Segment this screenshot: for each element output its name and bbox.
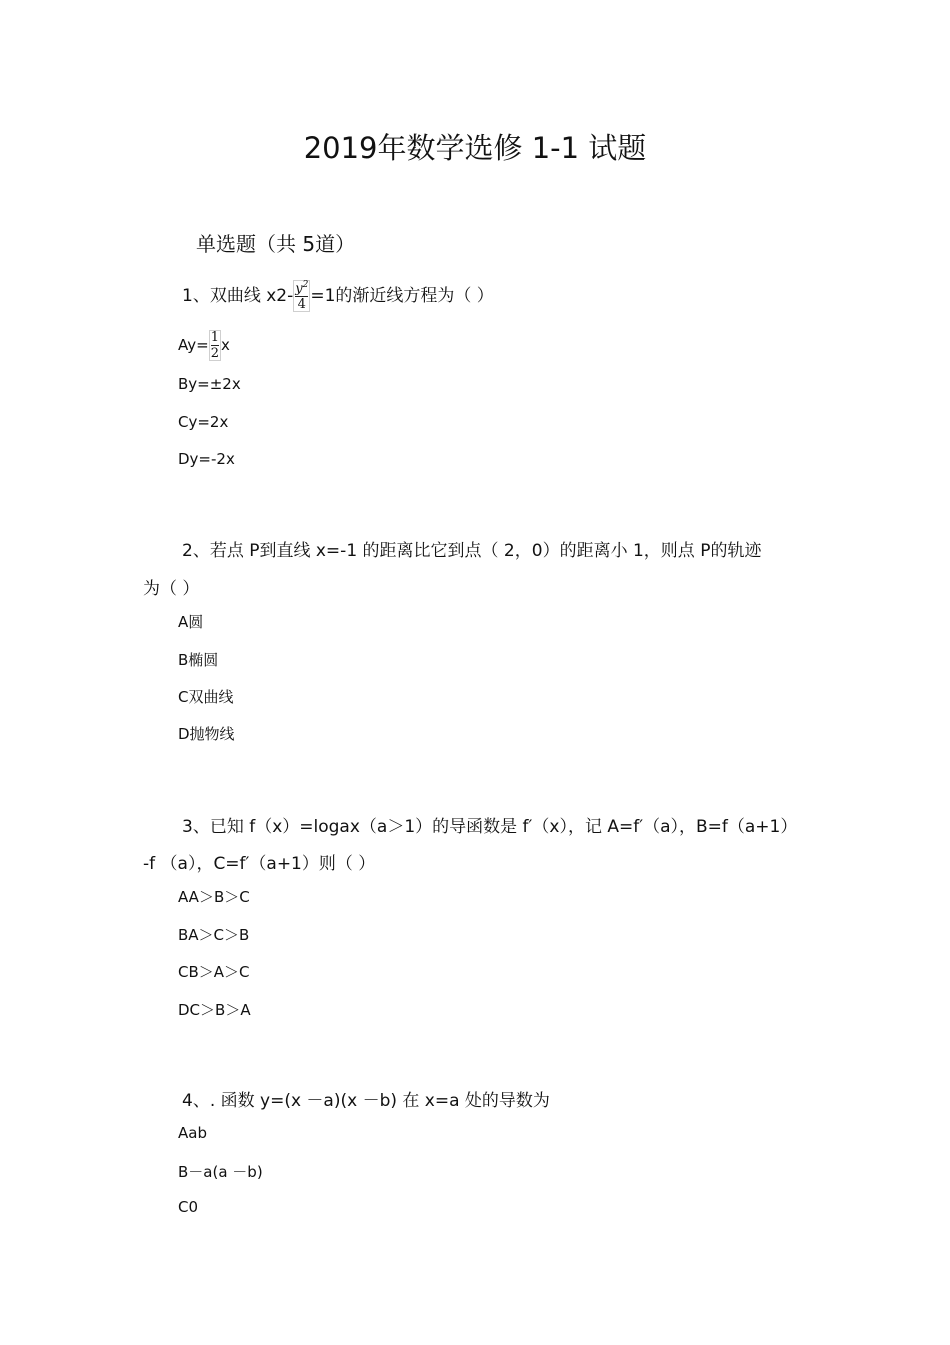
- q1-option-a-pre: Ay=: [178, 336, 209, 354]
- q2-option-c: C双曲线: [178, 688, 234, 706]
- q4-option-b: B－a(a －b): [178, 1163, 263, 1181]
- question-1-text-pre: 1、双曲线 x2-: [182, 286, 294, 307]
- page-title: 2019年数学选修 1-1 试题: [303, 131, 647, 165]
- section-heading: 单选题（共 5道）: [196, 232, 356, 256]
- q1-option-a-post: x: [220, 336, 230, 354]
- q4-option-c: C0: [178, 1198, 199, 1216]
- q2-option-a: A圆: [178, 613, 204, 631]
- q3-option-b: BA＞C＞B: [178, 926, 250, 944]
- fraction-numerator: y: [295, 281, 303, 297]
- fraction-one-half: [209, 330, 221, 361]
- fraction-denominator: 4: [297, 297, 306, 313]
- fraction-numerator-exponent: 2: [302, 280, 309, 290]
- q3-option-c: CB＞A＞C: [178, 963, 250, 981]
- question-3-line-2: -f （a），C=f′（a+1）则（ ）: [143, 854, 376, 874]
- question-3-line-1: 3、已知 f（x）=logax（a＞1）的导函数是 f′（x），记 A=f′（a），B=f（a+1）: [182, 817, 798, 837]
- question-2-line-1: 2、若点 P到直线 x=-1 的距离比它到点（ 2，0）的距离小 1，则点 P的轨迹: [182, 541, 762, 561]
- q2-option-b: B椭圆: [178, 651, 219, 669]
- q3-option-a: AA＞B＞C: [178, 888, 250, 906]
- fraction-numerator: 1: [210, 330, 219, 345]
- question-4-line-1: 4、. 函数 y=(x －a)(x －b) 在 x=a 处的导数为: [182, 1091, 550, 1111]
- fraction-y2-over-4: [293, 280, 310, 312]
- q4-option-a: Aab: [178, 1124, 207, 1142]
- question-1-text-post: =1的渐近线方程为（ ）: [310, 286, 494, 307]
- question-2-line-2: 为（ ）: [143, 579, 200, 599]
- q1-option-c: Cy=2x: [178, 413, 229, 431]
- question-1: [182, 280, 494, 312]
- q3-option-d: DC＞B＞A: [178, 1001, 251, 1019]
- q2-option-d: D抛物线: [178, 725, 235, 743]
- q1-option-a: [178, 330, 230, 361]
- fraction-denominator: 2: [210, 346, 219, 361]
- q1-option-b: By=±2x: [178, 375, 241, 393]
- q1-option-d: Dy=-2x: [178, 450, 235, 468]
